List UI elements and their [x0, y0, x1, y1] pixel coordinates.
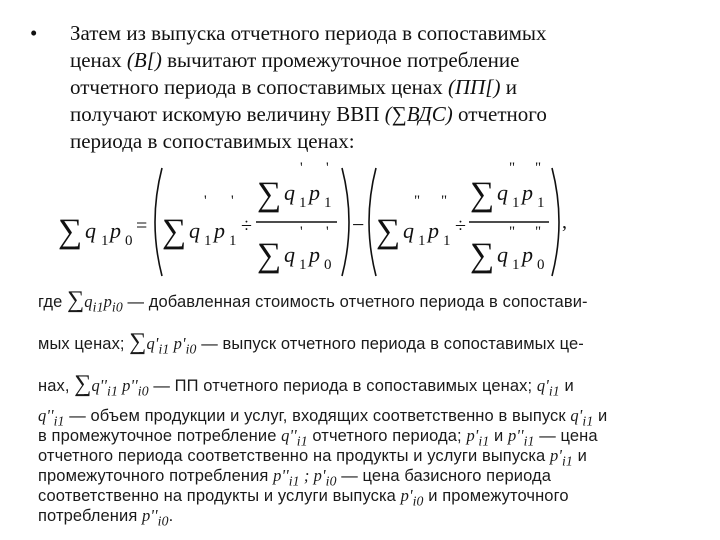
svg-text:,: ,	[562, 211, 567, 233]
svg-text:q: q	[284, 242, 295, 267]
svg-text:1: 1	[204, 233, 212, 249]
svg-text:1: 1	[443, 233, 451, 249]
svg-text:': '	[300, 224, 303, 240]
svg-text:': '	[300, 160, 303, 176]
explanation-line-3: нах, $\sum q''_{i1}$ $p''_{i0}$ — ПП отчетного периода в сопоставимых ценах; $q'_{i1}$ и	[38, 371, 574, 399]
svg-text:1: 1	[324, 195, 332, 211]
svg-text:q: q	[85, 218, 96, 243]
svg-text:1: 1	[229, 233, 237, 249]
svg-text:": "	[414, 193, 421, 209]
explanation-line-4: $q''_{i1}$ — объем продукции и услуг, входящих соответственно в выпуск $q'_{i1}$ и	[38, 406, 608, 429]
svg-text:": "	[535, 160, 542, 176]
svg-text:0: 0	[537, 257, 545, 273]
svg-text:÷: ÷	[241, 215, 252, 237]
svg-text:0: 0	[324, 257, 332, 273]
explanation-line-5: в промежуточное потребление $q''_{i1}$ отчетного периода; $p'_{i1}$ и $p''_{i1}$ — цена	[38, 426, 598, 449]
bullet-line-1: Затем из выпуска отчетного периода в сопоставимых	[70, 21, 547, 45]
svg-text:∑: ∑	[257, 176, 282, 213]
svg-text:1: 1	[299, 257, 307, 273]
explanation-line-9: потребления $p''_{i0}$.	[38, 506, 174, 529]
svg-text:1: 1	[537, 195, 545, 211]
svg-text:∑: ∑	[162, 213, 187, 250]
svg-text:': '	[326, 160, 329, 176]
explanation-line-1: где $\sum q_{i1}p_{i0}$ — добавленная стоимость отчетного периода в сопостави-	[38, 287, 588, 315]
explanation-line-7: промежуточного потребления $p''_{i1}$ ; $p'_{i0}$ — цена базисного периода	[38, 466, 551, 489]
svg-text:": "	[535, 224, 542, 240]
explanation-line-6: отчетного периода соответственно на продукты и услуги выпуска $p'_{i1}$ и	[38, 446, 587, 469]
svg-text:1: 1	[299, 195, 307, 211]
svg-text:1: 1	[512, 195, 520, 211]
svg-text:': '	[204, 193, 207, 209]
explanation-line-8: соответственно на продукты и услуги выпуска $p'_{i0}$ и промежуточного	[38, 486, 569, 509]
svg-text:": "	[509, 160, 516, 176]
bullet-line-4: получают искомую величину ВВП (∑ВДС) отчетного	[70, 102, 547, 126]
svg-text:p: p	[522, 180, 533, 205]
bullet-line-3: отчетного периода в сопоставимых ценах (ПП[) и	[70, 75, 517, 99]
bullet-dot: •	[30, 21, 38, 45]
svg-text:q: q	[403, 218, 414, 243]
svg-text:p: p	[309, 242, 320, 267]
svg-text:∑: ∑	[257, 237, 282, 274]
svg-text:p: p	[428, 218, 439, 243]
svg-text:−: −	[352, 212, 365, 237]
svg-text:=: =	[136, 215, 148, 237]
svg-text:': '	[326, 224, 329, 240]
explanation-line-2: мых ценах; $\sum q'_{i1}$ $p'_{i0}$ — выпуск отчетного периода в сопоставимых це-	[38, 329, 584, 357]
svg-text:p: p	[522, 242, 533, 267]
svg-text:q: q	[497, 242, 508, 267]
svg-text:": "	[509, 224, 516, 240]
svg-text:p: p	[309, 180, 320, 205]
svg-text:q: q	[189, 218, 200, 243]
svg-text:p: p	[110, 218, 121, 243]
svg-text:∑: ∑	[376, 213, 401, 250]
svg-text:p: p	[214, 218, 225, 243]
svg-text:': '	[231, 193, 234, 209]
svg-text:÷: ÷	[455, 215, 466, 237]
bullet-line-5: периода в сопоставимых ценах:	[70, 129, 355, 153]
svg-text:": "	[441, 193, 448, 209]
svg-text:∑: ∑	[470, 176, 495, 213]
svg-text:1: 1	[418, 233, 426, 249]
svg-text:0: 0	[125, 233, 133, 249]
svg-text:q: q	[497, 180, 508, 205]
bullet-line-2: ценах (В[) вычитают промежуточное потребление	[70, 48, 520, 72]
svg-text:1: 1	[512, 257, 520, 273]
svg-text:q: q	[284, 180, 295, 205]
svg-text:1: 1	[101, 233, 109, 249]
svg-text:∑: ∑	[58, 213, 83, 250]
svg-text:∑: ∑	[470, 237, 495, 274]
